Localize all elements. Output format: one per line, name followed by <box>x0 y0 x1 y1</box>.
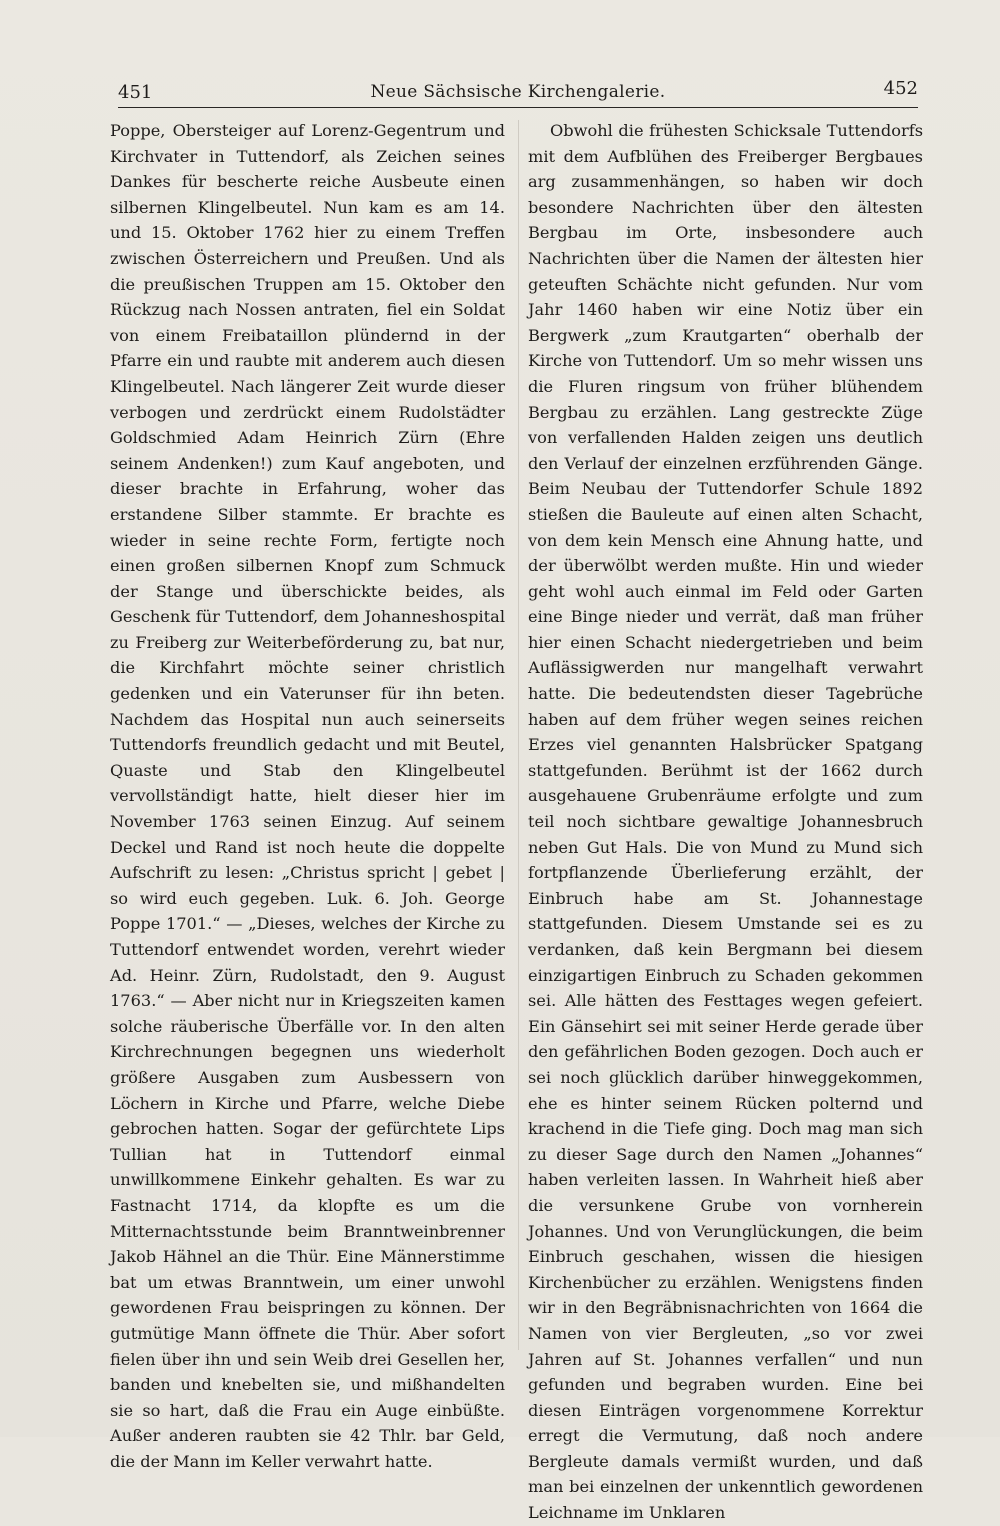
right-column <box>528 118 923 1523</box>
left-column <box>110 118 505 1471</box>
page-number-right: 452 <box>883 78 918 99</box>
page-number-left: 451 <box>118 82 153 103</box>
page-header <box>118 76 918 110</box>
running-title: Neue Sächsische Kirchengalerie. <box>370 82 666 102</box>
column-divider <box>518 120 519 1350</box>
header-rule <box>118 107 918 108</box>
left-column-text: Poppe, Obersteiger auf Lorenz-Gegentrum und Kirchvater in Tuttendorf, als Zeichen seines Dankes für bescherte reiche Ausbeute einen silbernen Klingelbeutel. Nun kam es am 14. und 15. Oktober 1762 hier zu einem Treffen zwischen Österreichern und Preußen. Und als die preußischen Truppen am 15. Oktober den Rückzug nach Nossen antraten, fiel ein Soldat von einem Freibataillon plündernd in der Pfarre ein und raubte mit anderem auch diesen Klingelbeutel. Nach längerer Zeit wurde dieser verbogen und zerdrückt einem Rudolstädter Goldschmied Adam Heinrich Zürn (Ehre seinem Andenken!) zum Kauf angeboten, und dieser brachte in Erfahrung, woher das erstandene Silber stammte. Er brachte es wieder in seine rechte Form, fertigte noch einen großen silbernen Knopf zum Schmuck der Stange und überschickte beides, als Geschenk für Tuttendorf, dem Johanneshospital zu Freiberg zur Weiterbeförderung zu, bat nur, die Kirchfahrt möchte seiner christlich gedenken und ein Vaterunser für ihn beten. Nachdem das Hospital nun auch seinerseits Tuttendorfs freundlich gedacht und mit Beutel, Quaste und Stab den Klingelbeutel vervollständigt hatte, hielt dieser hier im November 1763 seinen Einzug. Auf seinem Deckel und Rand ist noch heute die doppelte Aufschrift zu lesen: „Christus spricht | gebet | so wird euch gegeben. Luk. 6. Joh. George Poppe 1701.“ — „Dieses, welches der Kirche zu Tuttendorf entwendet worden, verehrt wieder Ad. Heinr. Zürn, Rudolstadt, den 9. August 1763.“ — Aber nicht nur in Kriegszeiten kamen solche räuberische Überfälle vor. In den alten Kirchrechnungen begegnen uns wiederholt größere Ausgaben zum Ausbessern von Löchern in Kirche und Pfarre, welche Diebe gebrochen hatten. Sogar der gefürchtete Lips Tullian hat in Tuttendorf einmal unwillkommene Einkehr gehalten. Es war zu Fastnacht 1714, da klopfte es um die Mitternachtsstunde beim Branntweinbrenner Jakob Hähnel an die Thür. Eine Männerstimme bat um etwas Branntwein, um einer unwohl gewordenen Frau beispringen zu können. Der gutmütige Mann öffnete die Thür. Aber sofort fielen über ihn und sein Weib drei Gesellen her, banden und knebelten sie, und mißhandelten sie so hart, daß die Frau ein Auge einbüßte. Außer anderen raubten sie 42 Thlr. bar Geld, die der Mann im Keller verwahrt hatte. <box>110 121 505 1471</box>
right-column-text: Obwohl die frühesten Schicksale Tuttendorfs mit dem Aufblühen des Freiberger Bergbaues arg zusammenhängen, so haben wir doch besondere Nachrichten über den ältesten Bergbau im Orte, insbesondere auch Nachrichten über die Namen der ältesten hier geteuften Schächte nicht gefunden. Nur vom Jahr 1460 haben wir eine Notiz über ein Bergwerk „zum Krautgarten“ oberhalb der Kirche von Tuttendorf. Um so mehr wissen uns die Fluren ringsum von früher blühendem Bergbau zu erzählen. Lang gestreckte Züge von verfallenden Halden zeigen uns deutlich den Verlauf der einzelnen erzführenden Gänge. Beim Neubau der Tuttendorfer Schule 1892 stießen die Bauleute auf einen alten Schacht, von dem kein Mensch eine Ahnung hatte, und der überwölbt werden mußte. Hin und wieder geht wohl auch einmal im Feld oder Garten eine Binge nieder und verrät, daß man früher hier einen Schacht niedergetrieben und beim Auflässigwerden nur mangelhaft verwahrt hatte. Die bedeutendsten dieser Tagebrüche haben auf dem früher wegen seines reichen Erzes viel genannten Halsbrücker Spatgang stattgefunden. Berühmt ist der 1662 durch ausgehauene Grubenräume erfolgte und zum teil noch sichtbare gewaltige Johannesbruch neben Gut Hals. Die von Mund zu Mund sich fortpflanzende Überlieferung erzählt, der Einbruch habe am St. Johannestage stattgefunden. Diesem Umstande sei es zu verdanken, daß kein Bergmann bei diesem einzigartigen Einbruch zu Schaden gekommen sei. Alle hätten des Festtages wegen gefeiert. Ein Gänsehirt sei mit seiner Herde gerade über den gefährlichen Boden gezogen. Doch auch er sei noch glücklich darüber hinweggekommen, ehe es hinter seinem Rücken polternd und krachend in die Tiefe ging. Doch mag man sich zu dieser Sage durch den Namen „Johannes“ haben verleiten lassen. In Wahrheit hieß aber die versunkene Grube von vornherein Johannes. Und von Verunglückungen, die beim Einbruch geschahen, wissen die hiesigen Kirchenbücher zu erzählen. Wenigstens finden wir in den Begräbnisnachrichten von 1664 die Namen von vier Bergleuten, „so vor zwei Jahren auf St. Johannes verfallen“ und nun gefunden und begraben wurden. Eine bei diesen Einträgen vorgenommene Korrektur erregt die Vermutung, daß noch andere Bergleute damals vermißt wurden, und daß man bei einzelnen der unkenntlich gewordenen Leichname im Unklaren <box>528 121 923 1523</box>
